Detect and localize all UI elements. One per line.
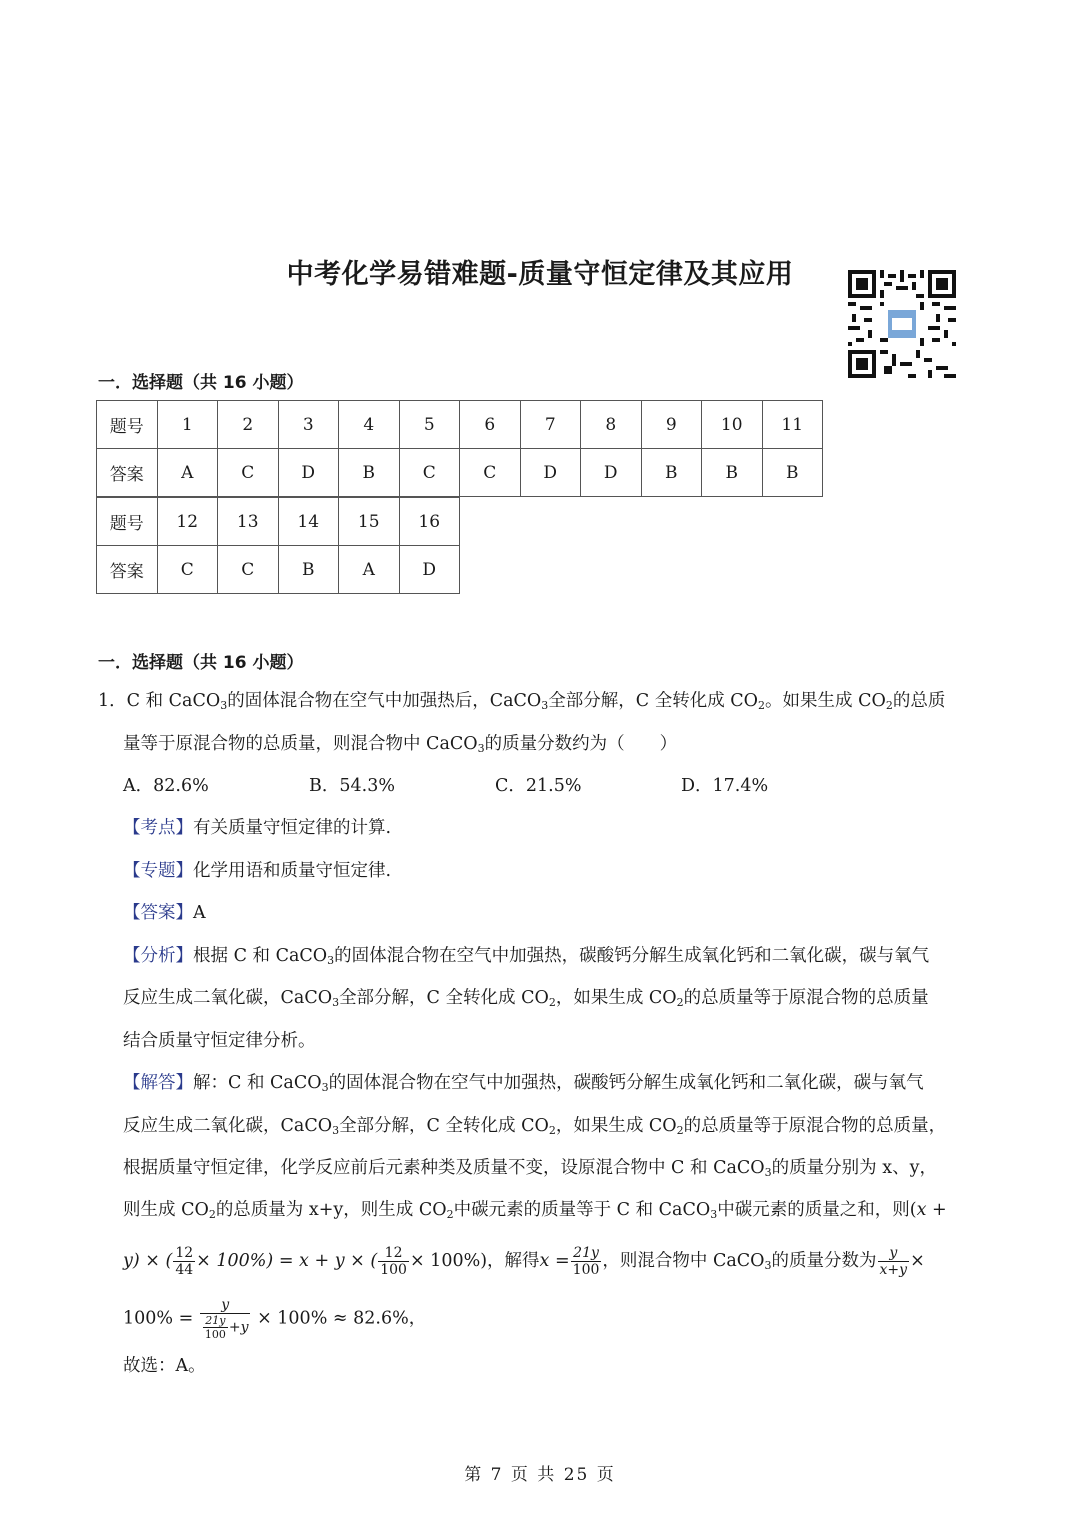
table-row	[97, 449, 823, 497]
table-row	[97, 401, 823, 449]
subscript: 3	[541, 699, 549, 712]
text: 反应生成二氧化碳，CaCO	[123, 988, 333, 1008]
text: 的总质量为 x+y，则生成 CO	[215, 1200, 447, 1220]
option-d[interactable]: D．17.4%	[681, 776, 769, 796]
text: ，如果生成 CO	[555, 1116, 677, 1136]
fraction-12-44	[173, 1246, 195, 1277]
table-cell: 6	[460, 401, 521, 449]
table-cell: B	[339, 449, 400, 497]
table-cell: B	[278, 546, 339, 594]
table-cell: 1	[157, 401, 218, 449]
zhuanti-text: 化学用语和质量守恒定律.	[193, 861, 392, 881]
subscript: 3	[327, 954, 335, 967]
text: 故选：A。	[123, 1356, 206, 1376]
math-text: x +	[916, 1200, 947, 1220]
fenxi-line-3	[123, 1029, 316, 1053]
text: ，如果生成 CO	[555, 988, 677, 1008]
math-text: y) × (	[123, 1251, 173, 1271]
text: × 100%)，解得	[409, 1251, 540, 1271]
text: C 和 CaCO	[126, 691, 221, 711]
document-title: 中考化学易错难题-质量守恒定律及其应用	[286, 259, 794, 290]
fenxi-tag: 【分析】	[123, 946, 193, 966]
subscript: 3	[764, 1166, 772, 1179]
math-text: × 100%) = x + y × (	[196, 1251, 378, 1271]
section-heading-1: 一．选择题（共 16 小题）	[98, 373, 304, 393]
jieda-line-3	[123, 1156, 937, 1180]
math-text: × 100% ≈ 82.6%，	[257, 1308, 427, 1329]
numerator: 21y	[203, 1315, 228, 1328]
text: 的总质量等于原混合物的总质量，	[683, 1116, 947, 1136]
table-cell: C	[157, 546, 218, 594]
text: 中碳元素的质量之和，则(	[717, 1200, 917, 1220]
fraction-complex	[200, 1298, 251, 1340]
table-cell: A	[157, 449, 218, 497]
numerator: 21y	[571, 1246, 602, 1262]
subscript: 3	[321, 1081, 329, 1094]
section-heading-2: 一．选择题（共 16 小题）	[98, 653, 304, 673]
subscript: 3	[710, 1208, 718, 1221]
jieda-line-5-formula	[123, 1246, 925, 1277]
fenxi-line-1	[123, 944, 929, 968]
text: 。如果生成 CO	[765, 691, 886, 711]
math-text: x =	[539, 1251, 570, 1271]
numerator: y	[200, 1298, 251, 1314]
denominator: 100	[572, 1262, 600, 1278]
table-row	[97, 498, 460, 546]
options-row	[123, 774, 867, 798]
subscript: 3	[764, 1259, 772, 1272]
table-cell: 8	[581, 401, 642, 449]
math-text: ×	[910, 1251, 925, 1271]
table-cell: 3	[278, 401, 339, 449]
table-cell: C	[218, 546, 279, 594]
fraction-y-xy	[878, 1246, 910, 1277]
subscript: 3	[332, 996, 340, 1009]
fraction-12-100	[378, 1246, 409, 1277]
table-cell: B	[702, 449, 763, 497]
question-number: 1．	[98, 691, 127, 711]
text: 全部分解，C 全转化成 CO	[339, 988, 549, 1008]
table-cell: 4	[339, 401, 400, 449]
subscript: 2	[758, 699, 766, 712]
question-stem-line-1	[98, 689, 945, 713]
table-cell: 11	[762, 401, 823, 449]
text: 的质量分数约为（ ）	[484, 734, 678, 754]
table-cell: 15	[339, 498, 400, 546]
text: 的固体混合物在空气中加强热，碳酸钙分解生成氧化钙和二氧化碳，碳与氧气	[328, 1073, 924, 1093]
question-stem-line-2	[123, 732, 677, 756]
subscript: 2	[446, 1208, 454, 1221]
guxuan-line	[123, 1354, 206, 1378]
table-cell: 2	[218, 401, 279, 449]
text: 根据 C 和 CaCO	[193, 946, 328, 966]
table-cell: 题号	[97, 498, 158, 546]
table-cell: 5	[399, 401, 460, 449]
kaodian-line	[123, 816, 391, 840]
table-cell: B	[762, 449, 823, 497]
answer-table-1	[96, 400, 823, 497]
subscript: 3	[477, 742, 485, 755]
subscript: 3	[220, 699, 228, 712]
option-b[interactable]: B．54.3%	[309, 776, 395, 796]
text: 的固体混合物在空气中加强热，碳酸钙分解生成氧化钙和二氧化碳，碳与氧气	[334, 946, 930, 966]
text: 的质量分数为	[771, 1251, 877, 1271]
text: 全部分解，C 全转化成 CO	[339, 1116, 549, 1136]
jieda-line-2	[123, 1114, 946, 1138]
text: 则生成 CO	[123, 1200, 209, 1220]
jieda-line-4	[123, 1198, 947, 1222]
table-cell: 13	[218, 498, 279, 546]
text: 结合质量守恒定律分析。	[123, 1031, 316, 1051]
jieda-line-6-formula	[123, 1298, 426, 1340]
option-a[interactable]: A．82.6%	[123, 776, 209, 796]
table-cell: C	[399, 449, 460, 497]
text: 的质量分别为 x、y，	[771, 1158, 937, 1178]
table-cell: B	[641, 449, 702, 497]
text: 解：C 和 CaCO	[193, 1073, 322, 1093]
text: 反应生成二氧化碳，CaCO	[123, 1116, 333, 1136]
table-cell: 题号	[97, 401, 158, 449]
numerator: 12	[175, 1245, 194, 1261]
subscript: 2	[548, 996, 556, 1009]
math-text: 100% =	[123, 1308, 194, 1329]
fraction-21y-100-small	[203, 1315, 228, 1340]
text: 全部分解，C 全转化成 CO	[548, 691, 759, 711]
table-cell: C	[460, 449, 521, 497]
text: 量等于原混合物的总质量，则混合物中 CaCO	[123, 734, 478, 754]
subscript: 2	[208, 1208, 216, 1221]
fenxi-line-2	[123, 986, 929, 1010]
denominator: 100	[204, 1328, 226, 1341]
table-cell: D	[278, 449, 339, 497]
numerator: y	[878, 1246, 910, 1262]
denominator: 100	[380, 1262, 407, 1278]
table-cell: 答案	[97, 546, 158, 594]
denominator: 44	[175, 1262, 194, 1278]
table-cell: A	[339, 546, 400, 594]
qr-code[interactable]	[848, 270, 956, 378]
table-cell: 16	[399, 498, 460, 546]
math-text: +y	[228, 1319, 249, 1336]
fraction-21y-100	[571, 1246, 602, 1277]
daan-text: A	[193, 903, 206, 923]
text: ，则混合物中 CaCO	[602, 1251, 765, 1271]
table-cell: D	[399, 546, 460, 594]
zhuanti-tag: 【专题】	[123, 861, 193, 881]
table-cell: 14	[278, 498, 339, 546]
table-cell: 12	[157, 498, 218, 546]
answer-table-2	[96, 497, 460, 594]
zhuanti-line	[123, 859, 391, 883]
table-cell: 10	[702, 401, 763, 449]
text: 中碳元素的质量等于 C 和 CaCO	[453, 1200, 711, 1220]
daan-tag: 【答案】	[123, 903, 193, 923]
subscript: 2	[885, 699, 893, 712]
text: 的固体混合物在空气中加强热后，CaCO	[227, 691, 542, 711]
jieda-line-1	[123, 1071, 924, 1095]
option-c[interactable]: C．21.5%	[495, 776, 582, 796]
denominator	[200, 1314, 251, 1340]
table-cell: C	[218, 449, 279, 497]
text: 的总质量等于原混合物的总质量	[683, 988, 929, 1008]
denominator: x+y	[879, 1262, 908, 1278]
subscript: 2	[548, 1124, 556, 1137]
table-cell: 7	[520, 401, 581, 449]
jieda-tag: 【解答】	[123, 1073, 193, 1093]
table-cell: D	[520, 449, 581, 497]
table-row	[97, 546, 460, 594]
text: 的总质	[892, 691, 946, 711]
table-cell: D	[581, 449, 642, 497]
numerator: 12	[378, 1246, 409, 1262]
subscript: 2	[676, 996, 684, 1009]
kaodian-text: 有关质量守恒定律的计算.	[193, 818, 392, 838]
kaodian-tag: 【考点】	[123, 818, 193, 838]
text: 根据质量守恒定律，化学反应前后元素种类及质量不变，设原混合物中 C 和 CaCO	[123, 1158, 765, 1178]
subscript: 2	[676, 1124, 684, 1137]
table-cell: 9	[641, 401, 702, 449]
daan-line	[123, 901, 206, 925]
subscript: 3	[332, 1124, 340, 1137]
table-cell: 答案	[97, 449, 158, 497]
page-footer: 第 7 页 共 25 页	[464, 1465, 616, 1485]
